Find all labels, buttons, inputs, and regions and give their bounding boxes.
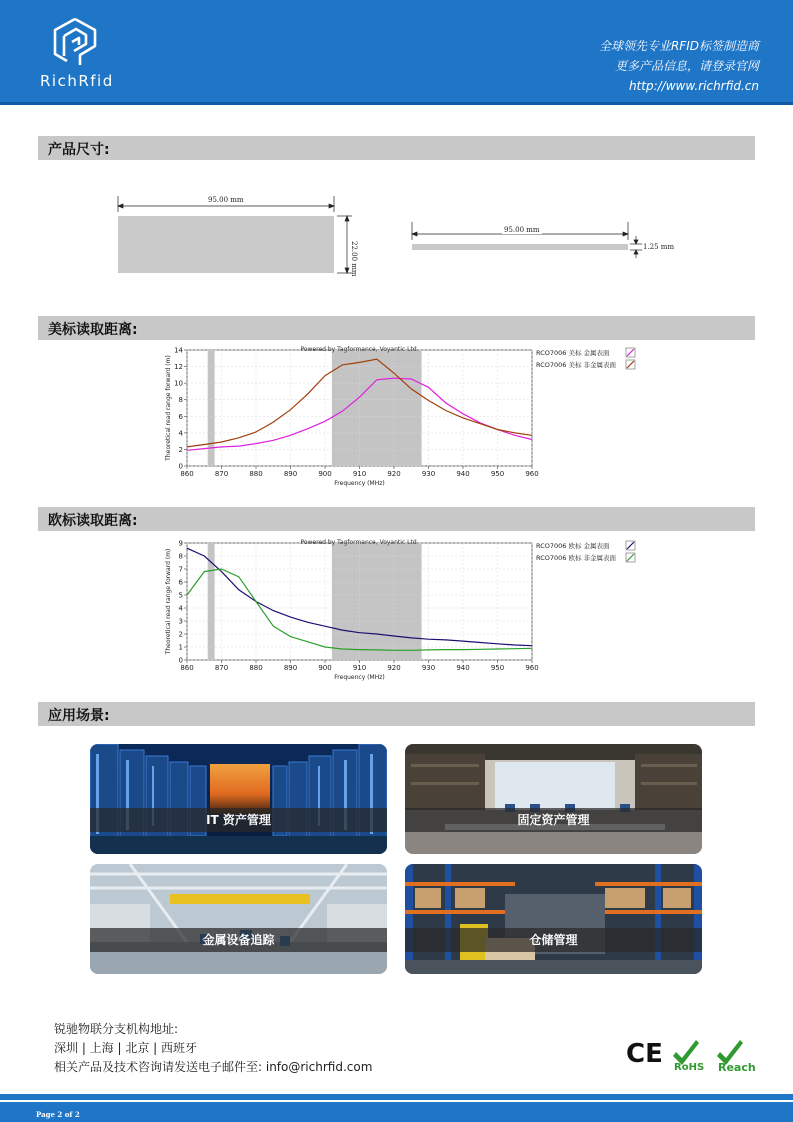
scene-caption-warehouse: 仓储管理	[405, 928, 702, 952]
x-tick-label: 910	[352, 470, 367, 478]
y-tick-label: 4	[178, 604, 183, 613]
footer-stripe	[0, 1100, 793, 1102]
x-tick-label: 880	[249, 664, 263, 672]
scene-warehouse	[405, 864, 702, 974]
scene-caption-it-asset: IT 资产管理	[90, 808, 387, 832]
page-number: Page 2 of 2	[36, 1110, 80, 1119]
scene-caption-fixed-asset: 固定资产管理	[405, 808, 702, 832]
thickness-label: 1.25 mm	[643, 243, 675, 251]
factory-image	[90, 864, 387, 974]
y-axis-title: Theoretical read range forward (m)	[165, 355, 172, 461]
x-tick-label: 870	[214, 470, 229, 478]
x-tick-label: 940	[456, 664, 470, 672]
y-tick-label: 9	[178, 539, 183, 548]
svg-text:Reach: Reach	[718, 1061, 756, 1074]
logo-wordmark: RichRfid	[40, 72, 114, 90]
y-axis-title: Theoretical read range forward (m)	[165, 548, 172, 655]
x-tick-label: 940	[456, 470, 470, 478]
contact-block	[54, 1020, 372, 1077]
x-tick-label: 960	[525, 470, 539, 478]
y-tick-label: 6	[178, 578, 183, 587]
y-tick-label: 6	[178, 412, 183, 421]
warehouse-image	[405, 864, 702, 974]
footer-bar	[0, 1094, 793, 1122]
y-tick-label: 5	[178, 591, 183, 600]
section-title-size: 产品尺寸:	[48, 142, 110, 158]
x-tick-label: 870	[214, 664, 229, 672]
y-tick-label: 2	[178, 630, 183, 639]
rohs-check-icon	[673, 1040, 704, 1073]
x-tick-label: 860	[180, 664, 194, 672]
x-tick-label: 950	[490, 664, 505, 672]
x-tick-label: 950	[490, 470, 505, 478]
y-tick-label: 12	[174, 363, 183, 372]
ce-mark-icon	[626, 1039, 663, 1069]
y-tick-label: 1	[178, 643, 183, 652]
svg-text:RoHS: RoHS	[674, 1062, 705, 1073]
contact-line-email[interactable]: 相关产品及技术咨询请发送电子邮件至: info@richrfid.com	[54, 1060, 373, 1074]
reach-check-icon	[717, 1040, 756, 1074]
x-tick-label: 930	[421, 664, 436, 672]
scene-fixed-asset	[405, 744, 702, 854]
x-tick-label: 920	[387, 470, 401, 478]
scene-caption-metal-equipment: 金属设备追踪	[90, 928, 387, 952]
x-tick-label: 890	[283, 664, 298, 672]
tagline-line-2: 更多产品信息，请登录官网	[614, 59, 759, 73]
scene-metal-equipment	[90, 864, 387, 974]
x-tick-label: 900	[318, 664, 332, 672]
y-tick-label: 7	[178, 565, 183, 574]
y-tick-label: 2	[178, 445, 183, 454]
section-title-us-range: 美标读取距离:	[48, 322, 138, 338]
y-tick-label: 8	[178, 552, 183, 561]
section-bar-applications	[38, 702, 755, 726]
x-tick-label: 860	[180, 470, 194, 478]
section-title-applications: 应用场景:	[48, 708, 110, 724]
x-tick-label: 900	[318, 470, 332, 478]
legend-label-0: RCO7006 美标 金属表面	[536, 349, 610, 357]
x-tick-label: 960	[525, 664, 539, 672]
x-tick-label: 890	[283, 470, 298, 478]
office-image	[405, 744, 702, 854]
y-tick-label: 14	[174, 346, 183, 355]
y-tick-label: 8	[178, 396, 183, 405]
website-link[interactable]: http://www.richrfid.cn	[628, 79, 759, 93]
front-height-label: 22.00 mm	[350, 241, 358, 277]
tagline-line-1: 全球领先专业RFID标签制造商	[598, 39, 759, 53]
chart-title: Powered by Tagformance, Voyantic Ltd.	[300, 539, 419, 546]
datacenter-image	[90, 744, 387, 854]
scene-it-asset	[90, 744, 387, 854]
certification-logos	[626, 1034, 758, 1074]
y-tick-label: 0	[178, 656, 183, 665]
x-tick-label: 920	[387, 664, 401, 672]
legend-label-1: RCO7006 美标 非金属表面	[536, 361, 617, 369]
front-width-label: 95.00 mm	[208, 196, 244, 204]
contact-line-cities: 深圳 | 上海 | 北京 | 西班牙	[54, 1041, 198, 1055]
x-tick-label: 880	[249, 470, 263, 478]
section-title-eu-range: 欧标读取距离:	[48, 513, 138, 529]
x-axis-title: Frequency (MHz)	[334, 480, 385, 487]
svg-text:CE: CE	[626, 1039, 663, 1069]
x-axis-title: Frequency (MHz)	[334, 674, 385, 681]
legend-label-1: RCO7006 欧标 非金属表面	[536, 554, 617, 562]
x-tick-label: 910	[352, 664, 367, 672]
chart-title: Powered by Tagformance, Voyantic Ltd.	[300, 346, 419, 353]
y-tick-label: 10	[174, 379, 183, 388]
y-tick-label: 4	[178, 429, 183, 438]
y-tick-label: 3	[178, 617, 183, 626]
shaded-band-1	[332, 543, 422, 660]
x-tick-label: 930	[421, 470, 436, 478]
contact-line-branches: 锐驰物联分支机构地址:	[54, 1022, 179, 1036]
legend-label-0: RCO7006 欧标 金属表面	[536, 542, 610, 550]
y-tick-label: 0	[178, 462, 183, 471]
side-width-label: 95.00 mm	[504, 226, 540, 234]
